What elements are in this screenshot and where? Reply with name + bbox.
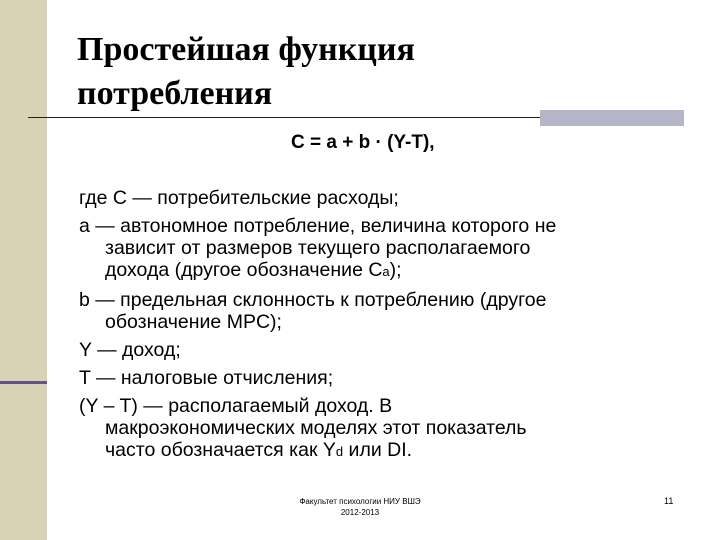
definition-yt-line-3-end: или DI. bbox=[343, 439, 413, 461]
definition-yt-line-1: (Y – T) — располагаемый доход. В bbox=[79, 395, 393, 417]
slide-title-line-1: Простейшая функция bbox=[77, 31, 415, 68]
definition-y-minus-t bbox=[79, 395, 694, 463]
definition-y-text: Y — доход; bbox=[79, 339, 181, 361]
definition-t bbox=[79, 367, 694, 389]
definition-b-line-1: b — предельная склонность к потреблению (другое bbox=[79, 289, 547, 311]
title-underline bbox=[28, 117, 540, 118]
page-number: 11 bbox=[664, 496, 674, 506]
definitions-list bbox=[79, 187, 694, 469]
definition-t-text: T — налоговые отчисления; bbox=[79, 367, 334, 389]
slide-footer bbox=[280, 496, 440, 518]
slide-title bbox=[77, 28, 415, 116]
left-decorative-bar bbox=[0, 0, 47, 540]
left-bar-accent-stripe bbox=[0, 381, 47, 384]
definition-a-continuation bbox=[79, 237, 694, 283]
definition-a-line-3: дохода (другое обозначение C bbox=[105, 259, 383, 281]
definition-a-line-3-end: ); bbox=[389, 259, 402, 281]
footer-years: 2012-2013 bbox=[340, 508, 380, 517]
definition-a-line-1: a — автономное потребление, величина которого не bbox=[79, 215, 557, 237]
definition-y bbox=[79, 339, 694, 361]
definition-b bbox=[79, 289, 694, 333]
definition-yt-line-2: макроэкономических моделях этот показатель bbox=[105, 417, 527, 439]
consumption-formula: C = a + b · (Y-T), bbox=[291, 132, 435, 153]
definition-b-line-2: обозначение MPC); bbox=[105, 311, 282, 333]
definition-a-subscript: a bbox=[382, 264, 390, 279]
slide-title-line-2: потребления bbox=[77, 75, 273, 112]
definition-yt-line-3: часто обозначается как Y bbox=[105, 439, 336, 461]
definition-c-text: где C — потребительские расходы; bbox=[79, 187, 399, 209]
title-decorative-block bbox=[540, 110, 684, 126]
definition-c bbox=[79, 187, 694, 209]
definition-yt-continuation bbox=[79, 417, 694, 463]
definition-a bbox=[79, 215, 694, 283]
definition-a-line-2: зависит от размеров текущего располагаемого bbox=[105, 237, 531, 259]
footer-faculty: Факультет психологии НИУ ВШЭ bbox=[299, 497, 421, 506]
definition-yt-subscript: d bbox=[335, 444, 344, 459]
